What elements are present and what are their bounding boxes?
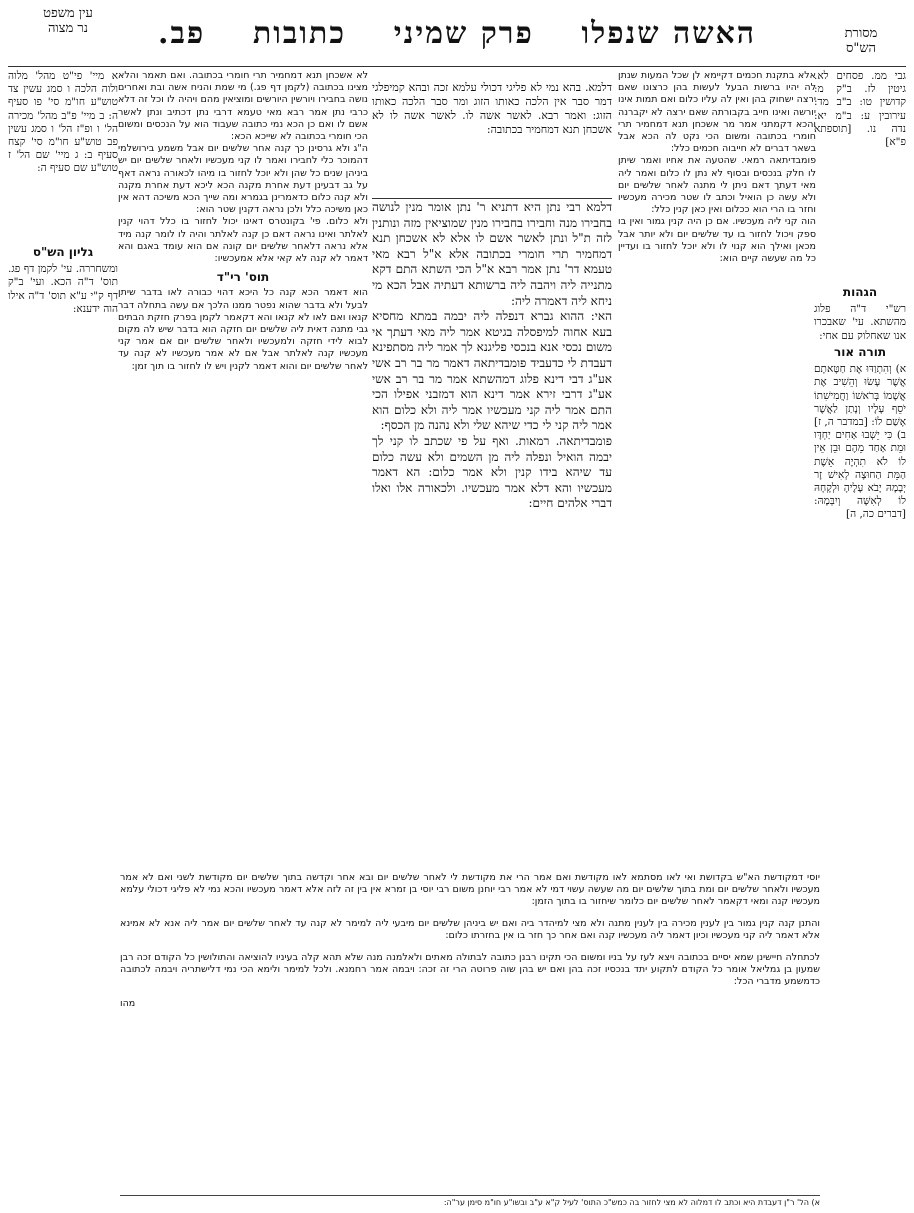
gilyon-title: גליון הש"ס — [32, 245, 94, 259]
gemara-lead — [372, 70, 612, 196]
tosafot-rid-text: הוא דאמר הכא קנה כל היכא דהוי כבורה לאו בדבר שיתן לבעל ולא בדבר שהוא נפטר ממנו הלכך אם עשה בתחלה דבר קנאו ואם לאו לא קנאו והא דקאמר לקמן בפרק חזקת הבתים גבי מתנה דאית ליה שלשים יום חזקה הוא בדבר שיש לה מקום לבוא לידי חזקה ולמעכשיו ולאחר שלשים יום אם אמר קני מעכשיו קנה לאלתר אבל אם לא אמר מעכשיו לא קנה עד לאחר שלשים יום והוא דאמר לקנין ויש לו לחזור בו תוך זמן: — [118, 287, 368, 372]
hagahot-title: הגהות — [842, 285, 878, 299]
rashi-text-3: הוה קני ליה מעכשיו. אם כן היה קנין גמור ואין בו ספק ויכול לחזור בו עד שלשים יום ולא יותר אבל מכאן ואילך הוא קנוי לו ולא יוכל לחזור בו ועדיין כל מה שעשה קיים הוא: — [618, 216, 816, 265]
tosafot-text-2: ה"ג ולא גרסינן כך קנה אחר שלשים יום אבל משמע בירושלמי דהמוכר כלי לחבירו ואמר לו קני מעכשיו ולאחר שלשים יום יש ביניהן שנים כל שהן ולא יוכל לחזור בו מיהו לכאורה נראה דאף על גב דבעינן דעת אחרת מקנה הכא ליכא דעת אחרת מקנה ולא קנה כלום כדאמרינן בגמרא ומה שייך הכא משיכה דהא אין כאן משיכה כלל ולכן נראה דקנין שטר הוא: — [118, 143, 368, 216]
bottom-text-3: לכתחלה חיישינן שמא יסיים בכתובה ויצא לעז על בניו ומשום הכי תקינו רבנן כתובה לבתולה מאתים ולאלמנה מנה שלא תהא קלה בעיניו להוציאה והתולושין כל הקודם זכה רבן שמעון בן גמליאל אומר כל הקודם לתקוע יתד בנכסיו זכה בהן ואם יש בהן שוה פרוטה הרי זה זכה: ויבמה אמר רחמנא. ולכל למימר ולימא הכי נמי דלישתריה ויבמה לכתובה כדמשמע מדברי הכל: — [120, 951, 820, 987]
gemara-lead-text: דלמא. בהא נמי לא פליגי דכולי עלמא זכה ובהא קמיפלגי דמר סבר אין הלכה כאותו הזוג ומר סבר הלכה כאותו הזוג: ואמר רבא. לאשר אשה לו. לאשר אשה לו לא אשכחן תנא דמחמיר בכתובה: — [372, 81, 612, 136]
hagahot-text: רש"י ד"ה פלוג מהשתא. עי' שאבכרו אנו שאחלוק עם אחי: — [814, 303, 906, 340]
rashi-commentary — [618, 70, 816, 860]
bottom-text-1: יוסי דמקודשת הא"ש בקדושת ואי לאו מסתמא לאו מקודשת ואם אמר הרי את מקודשת לי לאחר שלשים יום ובא אחר וקדשה בתוך שלשים יום מקודשת לשני ואם לא אמר מעכשיו ולאחר שלשים יום ומת בתוך שלשים יום מה שעשה עשוי דמי לא אמר רבי יוחנן משום רבי יוסי בן זמרא אין בין זה לזה אלא דאמר מעכשיו והכא נמי לא פליגי דכולי עלמא מעכשיו קנה ומאי דקאמר לאחר שלשים יום כלומר שיחזור בו בתוך הזמן: — [120, 871, 820, 907]
rashi-text-1: אלא בתקנת חכמים דקיימא לן שכל המעות שנתן לה יהיו ברשות הבעל לעשות בהן כרצונו שאם ירצה ישחוק בהן ואין לה עליו כלום ואם תמות אינו יורשה ואינו חייב בקבורתה שאם ירצה לא יקברנה והכא דקמתני אמר מר אשכחן תנא דמחמיר תרי חומרי בכתובה ומשום הכי נקט לה הכא אבל בשאר דברים לא חייבוה חכמים כלל: — [618, 70, 816, 155]
gemara-body-2: האי: ההוא גברא דנפלה ליה יבמה במתא מחסיא בעא אחוה למיפסלה בגיטא אמר ליה מאי דעתך אי משום נכסי אנא בנכסי פליגנא לך אמר ליה מסתפינא דעבדת לי כדעביד פומבדיתאה דאמר מר בר רב אשי אע"ג דבי דינא פלוג דמהשתא אמר מר בר רב אשי אע"ג דרבי זירא אמר דינא הוא דמזבני אפילו הכי התם אמר ליה קני מעכשיו אמר ליה ולא כלום הוא אמר ליה קני לי כדי שיהא שלי ולא נהנה מן הכסף: — [372, 309, 612, 433]
ein-mishpat-label — [8, 6, 128, 36]
masoret-text: גבי ממ. פסחים לא. גיטין לז. ב"ק מ: קדושין טו: ב"ב מד: עירובין ע: ב"מ יא: נדה נו. [תוספתא פ"א] — [814, 70, 906, 149]
tosafot-text-1: לא אשכחן תנא דמחמיר תרי חומרי בכתובה. ואם תאמר והלא מצינו בכתובה (לקמן דף פג.) מי שמת והניח אשה ובת ואחרים נושה בחבירו ויורשין היורשים ומוציאין מהם ויהיה לו וכל זה דלא כרבי נתן אמר רבא מאי טעמא דרבי נתן דכתיב ונתן לאשר אשם לו ואם כן הכא נמי כתובה שעבוד הוא על הנכסים ומשום הכי חומרי בכתובה לא שייכא הכא: — [118, 70, 368, 143]
gemara-rule — [372, 198, 612, 199]
gemara-text — [372, 200, 612, 860]
bottom-end-word: מהו — [120, 997, 136, 1009]
daf-number: פב. — [158, 16, 206, 51]
tosafot-rid-title: תוס' רי"ד — [216, 270, 270, 285]
page-title — [158, 16, 756, 51]
gemara-body-1: דלמא רבי נתן היא דתניא ר' נתן אומר מנין לנושה בחבירו מנה וחבירו בחבירו מנין שמוציאין מזה ונותנין לזה ת"ל ונתן לאשר אשם לו אלא לא אשכחן תנא דמחמיר תרי חומרי בכתובה אלא א"ל רבא מאי טעמא דר' נתן אמר רבא א"ל הכי השתא התם דקא מתנייה ליה ויהבה ליה ברשותא דעתיה אבל הכא מי ניחא ליה דאמרה ליה: — [372, 200, 612, 308]
perek-name: פרק שמיני — [393, 16, 534, 51]
hagahot-section — [814, 280, 906, 340]
footnote — [120, 1195, 820, 1211]
torah-or-text: א) וְהִתְוַדּוּ אֶת חַטָּאתָם אֲשֶׁר עָשׂוּ וְהֵשִׁיב אֶת אֲשָׁמוֹ בְּרֹאשׁוֹ וַחֲמִישִׁתוֹ יֹסֵף עָלָיו וְנָתַן לַאֲשֶׁר אָשַׁם לוֹ: [במדבר ה, ז] ב) כִּי יֵשְׁבוּ אַחִים יַחְדָּו וּמֵת אַחַד מֵהֶם וּבֵן אֵין לוֹ לֹא תִהְיֶה אֵשֶׁת הַמֵּת הַחוּצָה לְאִישׁ זָר יְבָמָהּ יָבֹא עָלֶיהָ וּלְקָחָהּ לוֹ לְאִשָּׁה וְיִבְּמָהּ: [דברים כה, ה] — [814, 363, 906, 521]
bottom-commentary — [120, 862, 820, 1192]
torah-or-title: תורה אור — [833, 345, 887, 359]
perek-title: האשה שנפלו — [581, 16, 756, 51]
gilyon-text: ומשחררה. עי' לקמן דף פג. תוס' ד"ה הכא. ועי' ב"ק דף ק"י ע"א תוס' ד"ה אילו הוה ידענא: — [8, 263, 118, 315]
ein-mishpat — [8, 70, 118, 230]
footnote-text: א) הל' ר"ן דעבדת היא וכתב לו דמלוה לא מצי לחזור בה כמש"כ התוס' לעיל ק"א ע"ב ובשו"ע חו"מ סימן ער"ה: — [443, 1198, 820, 1207]
torah-or-section — [814, 340, 906, 860]
ein-mishpat-label-line2: נר מצוה — [47, 21, 89, 36]
gemara-body-3: פומבדיתאה. רמאות. ואף על פי שכתב לו קני לך יבמה הואיל ונפלה ליה מן השמים ולא עשה כלום עד שיהא בידו קנין ולא אמר כלום: הא דאמר מעכשיו והא דלא אמר מעכשיו. ולכאורה אלו ואלו דברי אלהים חיים: — [372, 433, 612, 511]
masechet-name: כתובות — [252, 16, 347, 51]
masoret-label-line1: מסורת — [844, 26, 878, 41]
page-header — [8, 6, 906, 66]
tosafot-text-3: ולא כלום. פי' בקונטרס דאינו יכול לחזור בו כלל דהוי קנין לאלתר ואינו נראה דאם כן קנה לאלתר והיה לו לומר קנה מיד אלא נראה דלאחר שלשים יום קונה אם הוא עומד באגם והא דאמר לא קנה לא קאי אלא אמעכשיו: — [118, 216, 368, 265]
ein-mishpat-label-line1: עין משפט — [43, 6, 93, 21]
tosafot-commentary — [118, 70, 368, 860]
gilyon-hashas — [8, 240, 118, 360]
bottom-text-2: והתנן קנה קנין גמור בין לענין מכירה בין לענין מתנה ולא מצי למיהדר ביה ואם יש ביניהן שלשים יום מיבעי ליה למימר לא קנה עד לאחר שלשים יום אמר ליה אנא לא אמינא אלא דאמר ליה קני מעכשיו וכיון דאמר ליה מעכשיו קנה ואם אחר כך חזר בו אין בחזרתו כלום: — [120, 917, 820, 941]
masoret-label — [816, 26, 906, 56]
masoret-label-line2: הש"ס — [845, 41, 877, 56]
rashi-text-2: פומבדיתאה רמאי. שהטעה את אחיו ואמר שיתן לו חלק בנכסים ובסוף לא נתן לו כלום ואמר ליה מאי דעתך דאם ניתן לי מתנה לאחר שלשים יום ולא עשה כן הואיל וכתב לו שטר מכירה מעכשיו וחזר בו הרי הוא ככלום ואין כאן קנין כלל: — [618, 155, 816, 216]
masoret-hashas — [814, 70, 906, 270]
header-rule — [8, 66, 906, 67]
ein-mishpat-text: א מיי' פי"ט מהל' מלוה ולוה הלכה ו סמג עשין צד טוש"ע חו"מ סי' פו סעיף ה: ב מיי' פ"ב מהל' מכירה הל' ו ופ"ז הל' ו סמג עשין פב טוש"ע חו"מ סי' קצח סעיף ב: ג מיי' שם הל' ז טוש"ע שם סעיף ה: — [8, 70, 118, 175]
